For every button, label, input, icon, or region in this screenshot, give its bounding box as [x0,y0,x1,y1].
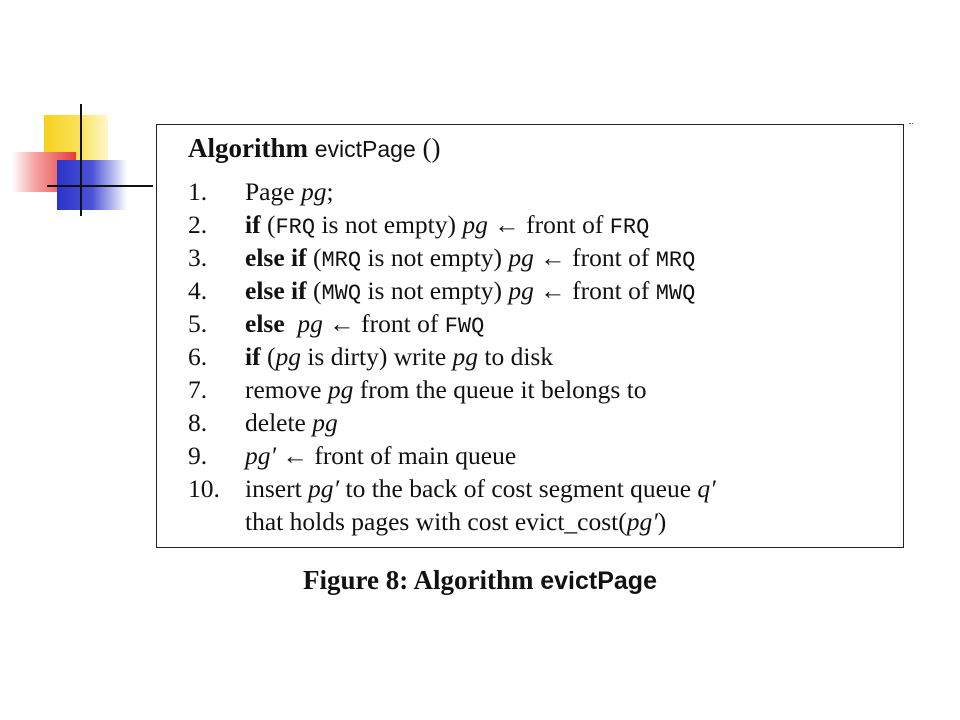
variable: pg′ [308,474,340,503]
queue-name: MRQ [321,248,362,273]
algorithm-args: () [415,133,441,163]
text-segment: ( [260,342,276,371]
line-body [245,375,647,405]
text-segment: insert [245,474,309,503]
text-segment: ; [326,177,334,206]
text-segment: that holds pages with cost evict_cost( [245,507,627,536]
algorithm-title [188,133,440,164]
line-number: 6. [188,342,208,371]
algorithm-line [157,439,903,472]
text-segment: ← front of main queue [276,441,517,470]
variable: pg [297,309,323,338]
text-segment: Page [245,177,301,206]
algorithm-box [156,124,904,548]
line-number: 9. [188,441,208,470]
queue-name: FRQ [609,215,650,240]
figure-caption [0,565,960,596]
text-segment: ( [306,276,322,305]
keyword: if [245,342,261,371]
text-segment: to disk [478,342,554,371]
caption-name: evictPage [540,567,657,595]
line-number: 5. [188,309,208,338]
algorithm-line [157,208,903,241]
text-segment: from the queue it belongs to [353,375,647,404]
text-segment: remove [245,375,328,404]
text-segment: ← front of [487,210,610,239]
line-number: 4. [188,276,208,305]
text-segment: ← front of [533,276,656,305]
keyword: else if [245,243,307,272]
text-segment: ← front of [533,243,656,272]
slide-decoration [0,0,160,230]
line-body [245,408,338,438]
line-body [245,309,484,339]
line-number: 10. [188,474,220,503]
line-number: 8. [188,408,208,437]
queue-name: FRQ [275,215,316,240]
caption-prefix: Figure 8: Algorithm [303,565,541,595]
variable: pg [452,342,479,371]
horizontal-line-decoration [47,185,153,187]
line-body [245,474,716,504]
line-number: 3. [188,243,208,272]
variable: pg [312,408,338,437]
keyword: else if [245,276,307,305]
algorithm-line [157,241,903,274]
vertical-line-decoration [80,104,82,216]
line-body [245,342,553,372]
text-segment: ) [657,507,667,536]
keyword: else [245,309,285,338]
queue-name: MRQ [655,248,696,273]
algorithm-line [157,175,903,208]
line-body [245,507,666,537]
algorithm-line [157,307,903,340]
line-number: 7. [188,375,208,404]
algorithm-line [157,274,903,307]
line-body [245,210,649,240]
queue-name: MWQ [321,281,362,306]
text-segment: delete [245,408,313,437]
algorithm-line [157,340,903,373]
variable: pg [327,375,354,404]
line-body [245,177,334,207]
algorithm-line [157,406,903,439]
variable: pg [462,210,488,239]
line-body [245,276,695,306]
algorithm-line [157,505,903,538]
queue-name: FWQ [444,314,485,339]
text-segment: ( [260,210,276,239]
text-segment: is dirty) write [300,342,453,371]
line-body [245,441,516,471]
variable: pg [300,177,327,206]
variable: pg′ [626,507,658,536]
algorithm-keyword: Algorithm [188,133,308,163]
text-segment: is not empty) [361,243,509,272]
text-segment [285,309,298,338]
line-number: 1. [188,177,208,206]
variable: q′ [697,474,716,503]
variable: pg [508,276,534,305]
queue-name: MWQ [655,281,696,306]
text-segment: is not empty) [315,210,463,239]
variable: pg [275,342,301,371]
line-body [245,243,695,273]
algorithm-line [157,373,903,406]
text-segment: to the back of cost segment queue [339,474,698,503]
text-segment: ← front of [322,309,445,338]
text-segment: ( [306,243,322,272]
text-segment: is not empty) [361,276,509,305]
keyword: if [245,210,261,239]
variable: pg [508,243,534,272]
line-number: 2. [188,210,208,239]
algorithm-line [157,472,903,505]
variable: pg′ [245,441,277,470]
algorithm-name: evictPage [314,136,416,162]
algorithm-lines [157,175,903,538]
